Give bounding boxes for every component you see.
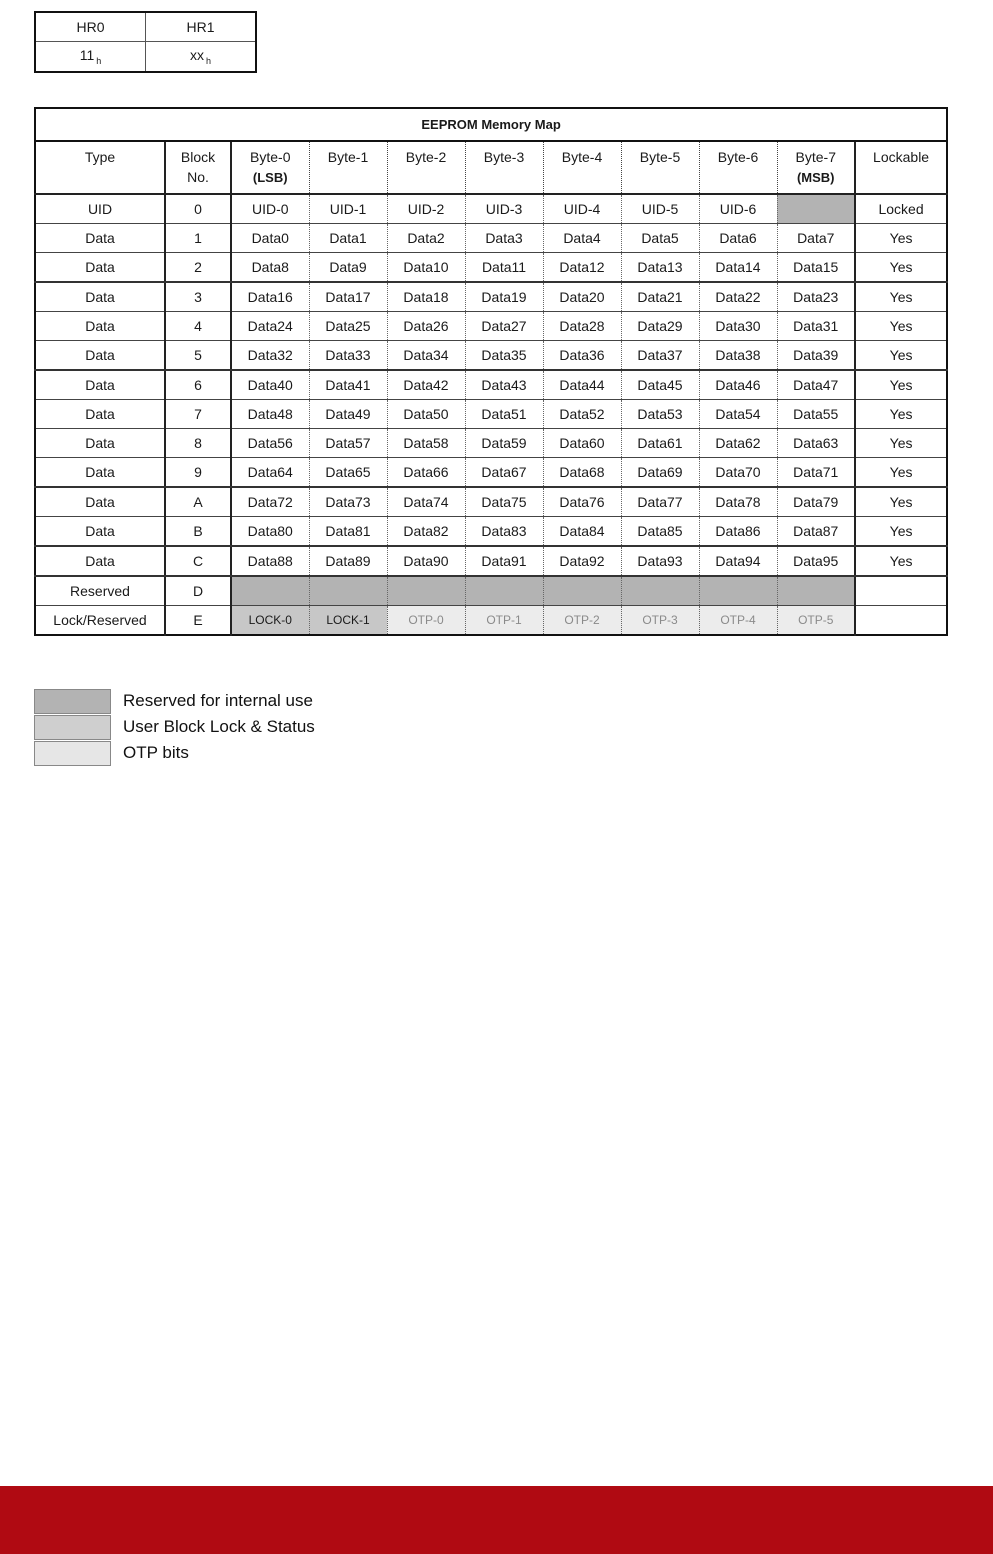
byte0-cell: Data16	[231, 282, 309, 312]
byte2-cell: OTP-0	[387, 606, 465, 636]
byte3-cell: Data27	[465, 312, 543, 341]
memory-row-block-1	[35, 224, 947, 253]
byte2-cell: Data10	[387, 253, 465, 283]
legend-swatch-lock-status	[34, 715, 111, 740]
byte0-cell: Data0	[231, 224, 309, 253]
byte5-cell: UID-5	[621, 194, 699, 224]
row-lockable-cell: Yes	[855, 458, 947, 488]
byte4-cell: Data60	[543, 429, 621, 458]
byte4-cell: OTP-2	[543, 606, 621, 636]
row-lockable-cell: Yes	[855, 341, 947, 371]
byte3-cell: Data3	[465, 224, 543, 253]
byte4-cell: Data36	[543, 341, 621, 371]
byte5-cell: Data37	[621, 341, 699, 371]
row-lockable-cell: Yes	[855, 282, 947, 312]
byte0-header	[231, 141, 309, 194]
byte2-cell: Data18	[387, 282, 465, 312]
byte7-header-name: Byte-7	[795, 149, 836, 165]
memory-row-block-6	[35, 370, 947, 400]
byte4-cell	[543, 576, 621, 606]
byte4-cell: Data76	[543, 487, 621, 517]
byte6-cell: Data54	[699, 400, 777, 429]
byte5-cell: OTP-3	[621, 606, 699, 636]
legend-swatch-otp	[34, 741, 111, 766]
byte1-cell: Data89	[309, 546, 387, 576]
byte1-cell: Data1	[309, 224, 387, 253]
byte5-cell: Data77	[621, 487, 699, 517]
memory-map-title-row	[35, 108, 947, 141]
row-type-cell: Data	[35, 253, 165, 283]
byte1-cell: LOCK-1	[309, 606, 387, 636]
byte3-cell: OTP-1	[465, 606, 543, 636]
byte1-cell: Data57	[309, 429, 387, 458]
row-block-no-cell: 3	[165, 282, 231, 312]
byte3-cell: Data75	[465, 487, 543, 517]
byte0-cell: Data24	[231, 312, 309, 341]
row-lockable-cell	[855, 576, 947, 606]
hr0-value-main: 11	[79, 47, 95, 64]
byte6-cell: Data30	[699, 312, 777, 341]
row-type-cell: Lock/Reserved	[35, 606, 165, 636]
row-block-no-cell: 8	[165, 429, 231, 458]
byte5-cell: Data61	[621, 429, 699, 458]
row-type-cell: Data	[35, 224, 165, 253]
memory-row-block-0	[35, 194, 947, 224]
byte3-cell: Data43	[465, 370, 543, 400]
byte5-cell: Data53	[621, 400, 699, 429]
byte2-cell: Data90	[387, 546, 465, 576]
byte2-cell: Data42	[387, 370, 465, 400]
byte0-cell: Data40	[231, 370, 309, 400]
byte3-cell: Data11	[465, 253, 543, 283]
row-type-cell: Data	[35, 282, 165, 312]
byte7-cell: Data63	[777, 429, 855, 458]
memory-map-title: EEPROM Memory Map	[35, 108, 947, 141]
row-type-cell: Data	[35, 312, 165, 341]
row-lockable-cell: Yes	[855, 487, 947, 517]
byte2-cell	[387, 576, 465, 606]
byte1-cell: Data49	[309, 400, 387, 429]
byte7-cell: Data79	[777, 487, 855, 517]
byte7-cell: Data87	[777, 517, 855, 547]
row-block-no-cell: 7	[165, 400, 231, 429]
legend-label-lock-status: User Block Lock & Status	[123, 717, 315, 736]
byte6-cell: Data70	[699, 458, 777, 488]
row-block-no-cell: 1	[165, 224, 231, 253]
byte1-cell: Data65	[309, 458, 387, 488]
legend-swatch-reserved	[34, 689, 111, 714]
byte0-cell	[231, 576, 309, 606]
byte0-header-sub: (LSB)	[252, 170, 288, 185]
byte7-cell: Data7	[777, 224, 855, 253]
byte4-cell: Data12	[543, 253, 621, 283]
row-block-no-cell: B	[165, 517, 231, 547]
row-lockable-cell: Yes	[855, 429, 947, 458]
byte6-cell: Data6	[699, 224, 777, 253]
memory-row-block-8	[35, 429, 947, 458]
row-lockable-cell: Yes	[855, 400, 947, 429]
byte1-cell: Data25	[309, 312, 387, 341]
hr1-value-main: xx	[189, 47, 204, 64]
byte6-cell: Data46	[699, 370, 777, 400]
byte3-cell: Data83	[465, 517, 543, 547]
eeprom-memory-map	[34, 107, 948, 636]
row-type-cell: Data	[35, 429, 165, 458]
row-lockable-cell: Yes	[855, 370, 947, 400]
row-lockable-cell: Yes	[855, 517, 947, 547]
byte2-cell: UID-2	[387, 194, 465, 224]
byte4-cell: Data84	[543, 517, 621, 547]
memory-row-block-2	[35, 253, 947, 283]
byte2-cell: Data66	[387, 458, 465, 488]
hr-value-row	[35, 42, 256, 73]
byte5-cell: Data5	[621, 224, 699, 253]
row-block-no-cell: 2	[165, 253, 231, 283]
byte7-cell: OTP-5	[777, 606, 855, 636]
memory-row-block-C	[35, 546, 947, 576]
row-lockable-cell: Yes	[855, 253, 947, 283]
row-type-cell: Data	[35, 400, 165, 429]
memory-row-block-A	[35, 487, 947, 517]
hr1-value	[146, 42, 257, 73]
legend-item-lock-status	[34, 714, 315, 740]
byte3-cell: Data91	[465, 546, 543, 576]
byte7-cell: Data71	[777, 458, 855, 488]
row-type-cell: Data	[35, 370, 165, 400]
row-type-cell: Data	[35, 546, 165, 576]
legend	[34, 688, 315, 766]
block-header-line1: Block	[180, 149, 216, 165]
byte7-cell: Data23	[777, 282, 855, 312]
memory-map-header-row	[35, 141, 947, 194]
byte0-cell: LOCK-0	[231, 606, 309, 636]
hr1-value-sub: h	[205, 55, 211, 66]
byte6-cell: UID-6	[699, 194, 777, 224]
block-header-line2: No.	[187, 169, 209, 185]
row-block-no-cell: 9	[165, 458, 231, 488]
row-block-no-cell: 5	[165, 341, 231, 371]
byte6-cell: Data86	[699, 517, 777, 547]
hr1-header: HR1	[146, 12, 257, 42]
byte0-cell: Data32	[231, 341, 309, 371]
byte6-cell: Data22	[699, 282, 777, 312]
memory-row-block-D	[35, 576, 947, 606]
byte1-cell: UID-1	[309, 194, 387, 224]
byte1-cell: Data33	[309, 341, 387, 371]
byte4-cell: Data44	[543, 370, 621, 400]
byte5-cell: Data21	[621, 282, 699, 312]
byte0-cell: Data88	[231, 546, 309, 576]
byte6-cell: OTP-4	[699, 606, 777, 636]
byte0-cell: Data48	[231, 400, 309, 429]
byte5-cell: Data85	[621, 517, 699, 547]
row-lockable-cell: Locked	[855, 194, 947, 224]
byte6-cell: Data78	[699, 487, 777, 517]
block-no-header	[165, 141, 231, 194]
byte7-cell	[777, 576, 855, 606]
byte4-cell: Data4	[543, 224, 621, 253]
type-header: Type	[35, 141, 165, 194]
byte2-cell: Data82	[387, 517, 465, 547]
byte4-header: Byte-4	[543, 141, 621, 194]
memory-row-block-7	[35, 400, 947, 429]
byte0-header-name: Byte-0	[250, 149, 291, 165]
row-type-cell: UID	[35, 194, 165, 224]
byte3-cell: UID-3	[465, 194, 543, 224]
row-type-cell: Data	[35, 487, 165, 517]
legend-item-reserved	[34, 688, 315, 714]
byte2-cell: Data2	[387, 224, 465, 253]
byte7-cell: Data55	[777, 400, 855, 429]
byte5-cell: Data93	[621, 546, 699, 576]
byte6-cell	[699, 576, 777, 606]
byte3-cell: Data59	[465, 429, 543, 458]
byte7-cell	[777, 194, 855, 224]
byte3-header: Byte-3	[465, 141, 543, 194]
memory-row-block-4	[35, 312, 947, 341]
byte4-cell: Data20	[543, 282, 621, 312]
byte2-cell: Data58	[387, 429, 465, 458]
row-block-no-cell: 0	[165, 194, 231, 224]
byte5-cell: Data29	[621, 312, 699, 341]
row-lockable-cell	[855, 606, 947, 636]
byte0-cell: Data80	[231, 517, 309, 547]
byte5-cell: Data13	[621, 253, 699, 283]
row-lockable-cell: Yes	[855, 224, 947, 253]
byte0-cell: Data56	[231, 429, 309, 458]
legend-label-otp: OTP bits	[123, 743, 189, 762]
row-type-cell: Data	[35, 341, 165, 371]
byte4-cell: Data52	[543, 400, 621, 429]
row-block-no-cell: D	[165, 576, 231, 606]
byte0-cell: UID-0	[231, 194, 309, 224]
byte4-cell: Data92	[543, 546, 621, 576]
row-lockable-cell: Yes	[855, 546, 947, 576]
hr-table	[34, 11, 257, 73]
byte2-cell: Data50	[387, 400, 465, 429]
byte0-cell: Data8	[231, 253, 309, 283]
lockable-header: Lockable	[855, 141, 947, 194]
byte4-cell: UID-4	[543, 194, 621, 224]
byte5-cell	[621, 576, 699, 606]
byte3-cell: Data67	[465, 458, 543, 488]
byte1-cell	[309, 576, 387, 606]
byte2-cell: Data34	[387, 341, 465, 371]
byte7-cell: Data47	[777, 370, 855, 400]
byte7-cell: Data95	[777, 546, 855, 576]
byte4-cell: Data28	[543, 312, 621, 341]
byte6-cell: Data62	[699, 429, 777, 458]
memory-row-block-9	[35, 458, 947, 488]
memory-row-block-3	[35, 282, 947, 312]
byte6-cell: Data14	[699, 253, 777, 283]
row-block-no-cell: C	[165, 546, 231, 576]
byte1-cell: Data41	[309, 370, 387, 400]
byte7-cell: Data39	[777, 341, 855, 371]
byte3-cell: Data19	[465, 282, 543, 312]
memory-row-block-E	[35, 606, 947, 636]
byte0-cell: Data64	[231, 458, 309, 488]
row-type-cell: Data	[35, 458, 165, 488]
legend-label-reserved: Reserved for internal use	[123, 691, 313, 710]
byte6-cell: Data38	[699, 341, 777, 371]
byte5-cell: Data69	[621, 458, 699, 488]
byte2-cell: Data74	[387, 487, 465, 517]
byte7-cell: Data15	[777, 253, 855, 283]
byte3-cell: Data35	[465, 341, 543, 371]
byte5-cell: Data45	[621, 370, 699, 400]
hr0-header: HR0	[35, 12, 146, 42]
byte7-header-sub: (MSB)	[796, 170, 835, 185]
byte1-cell: Data9	[309, 253, 387, 283]
byte1-cell: Data73	[309, 487, 387, 517]
byte6-cell: Data94	[699, 546, 777, 576]
byte6-header: Byte-6	[699, 141, 777, 194]
byte5-header: Byte-5	[621, 141, 699, 194]
byte1-header: Byte-1	[309, 141, 387, 194]
hr-header-row	[35, 12, 256, 42]
legend-item-otp	[34, 740, 315, 766]
row-lockable-cell: Yes	[855, 312, 947, 341]
byte1-cell: Data17	[309, 282, 387, 312]
byte7-header	[777, 141, 855, 194]
byte4-cell: Data68	[543, 458, 621, 488]
row-block-no-cell: 4	[165, 312, 231, 341]
row-type-cell: Data	[35, 517, 165, 547]
footer-bar	[0, 1486, 993, 1554]
byte3-cell	[465, 576, 543, 606]
byte3-cell: Data51	[465, 400, 543, 429]
byte1-cell: Data81	[309, 517, 387, 547]
byte7-cell: Data31	[777, 312, 855, 341]
memory-row-block-5	[35, 341, 947, 371]
row-block-no-cell: A	[165, 487, 231, 517]
row-type-cell: Reserved	[35, 576, 165, 606]
byte0-cell: Data72	[231, 487, 309, 517]
row-block-no-cell: E	[165, 606, 231, 636]
hr0-value-sub: h	[96, 55, 102, 66]
byte2-header: Byte-2	[387, 141, 465, 194]
hr0-value	[35, 42, 146, 73]
row-block-no-cell: 6	[165, 370, 231, 400]
memory-row-block-B	[35, 517, 947, 547]
byte2-cell: Data26	[387, 312, 465, 341]
